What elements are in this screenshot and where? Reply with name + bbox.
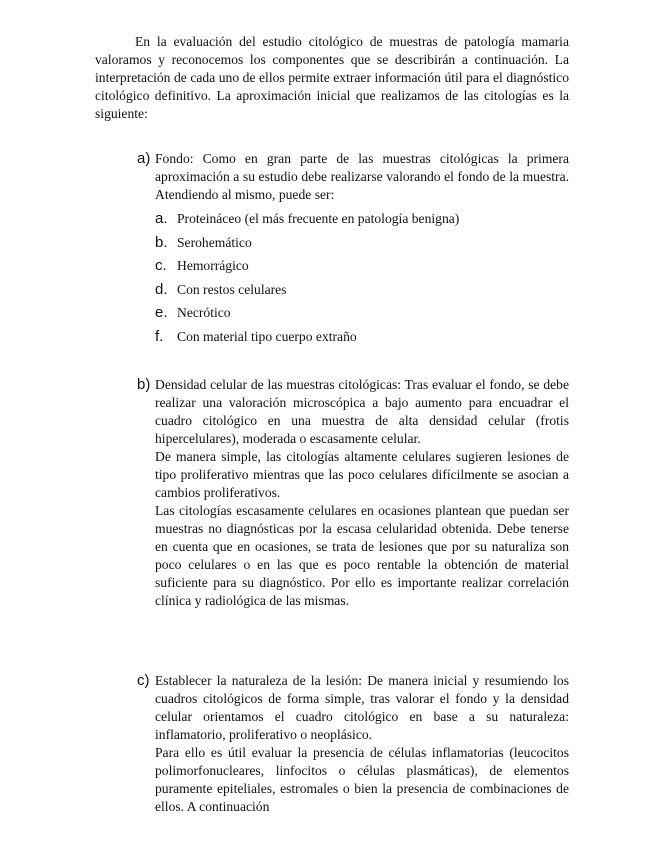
section-letter: c) [137, 672, 150, 689]
list-item-letter: c. [155, 257, 167, 274]
list-item-letter: f. [155, 327, 164, 345]
section-paragraph: Las citologías escasamente celulares en ocasiones plantean que puedan ser muestras no diagnósticas por la escasa celularidad obtenida. Debe tenerse en cuenta que en ocasiones, se trata de lesiones que por su naturaliza son poco celulares o en las que es poco rentable la obtención de material suficiente para su diagnóstico. Por ello es importante realizar correlación clínica y radiológica de las mismas. [155, 503, 569, 608]
list-item-letter: e. [155, 304, 168, 321]
list-item-text: Con restos celulares [177, 281, 287, 297]
section-b [137, 376, 569, 610]
list-item-text: Necrótico [177, 305, 231, 320]
section-paragraph: Densidad celular de las muestras citológicas: Tras evaluar el fondo, se debe realizar una valoración microscópica a bajo aumento para encuadrar el cuadro citológico en una muestra de alta densidad celular (frotis hipercelulares), moderada o escasamente celular. [155, 377, 569, 446]
section-letter: a) [137, 150, 151, 167]
background-type-list [155, 207, 587, 348]
list-item-text: Con material tipo cuerpo extraño [177, 328, 357, 344]
list-item-text: Proteináceo (el más frecuente en patología benigna) [177, 211, 460, 226]
list-item-text: Hemorrágico [177, 258, 249, 273]
section-paragraph: Fondo: Como en gran parte de las muestras citológicas la primera aproximación a su estudio debe realizarse valorando el fondo de la muestra. Atendiendo al mismo, puede ser: [155, 151, 569, 202]
list-item [155, 207, 587, 231]
section-paragraph: Establecer la naturaleza de la lesión: De manera inicial y resumiendo los cuadros citológicos de forma simple, tras valorar el fondo y la densidad celular orientamos el cuadro citológico en base a su naturaleza: inflamatorio, proliferativo o neoplásico. [155, 673, 569, 742]
list-item [155, 278, 587, 302]
list-item-letter: a. [155, 210, 168, 227]
list-item [155, 254, 587, 278]
section-letter: b) [137, 376, 151, 393]
list-item [155, 231, 587, 255]
list-item-letter: b. [155, 233, 168, 251]
section-c [137, 672, 569, 816]
intro-paragraph: En la evaluación del estudio citológico de muestras de patología mamaria valoramos y reconocemos los componentes que se describirán a continuación. La interpretación de cada uno de ellos permite extraer información útil para el diagnóstico citológico definitivo. La aproximación inicial que realizamos de las citologías es la siguiente: [95, 34, 569, 121]
section-a [137, 150, 569, 348]
list-item-text: Serohemático [177, 234, 252, 250]
list-item-letter: d. [155, 280, 168, 298]
section-paragraph: De manera simple, las citologías altamente celulares sugieren lesiones de tipo proliferativo mientras que las poco celulares difícilmente se asocian a cambios proliferativos. [155, 449, 569, 500]
section-paragraph: Para ello es útil evaluar la presencia de células inflamatorias (leucocitos polimorfonucleares, linfocitos o células plasmáticas), de elementos puramente epiteliales, estromales o bien la presencia de combinaciones de ellos. A continuación [155, 745, 569, 814]
list-item [155, 325, 587, 349]
list-item [155, 301, 587, 325]
